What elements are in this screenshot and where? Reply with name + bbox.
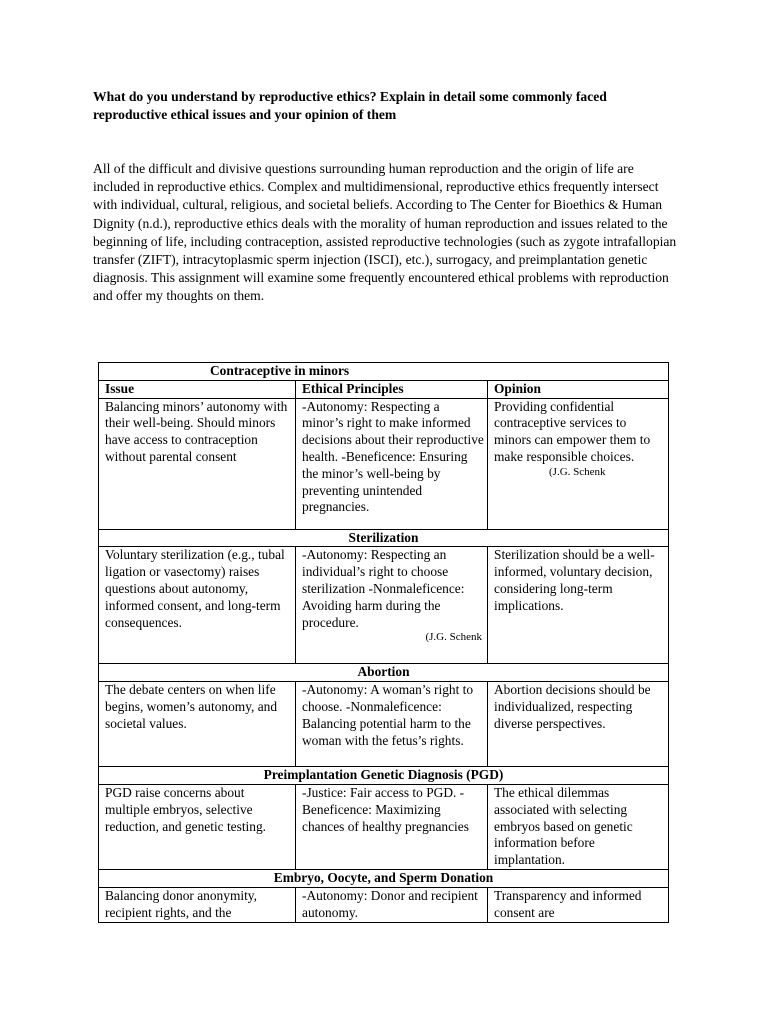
- section-header-row: [99, 767, 669, 785]
- section-header-row: [99, 869, 669, 887]
- table-row: [99, 682, 669, 767]
- section-title-pgd: Preimplantation Genetic Diagnosis (PGD): [99, 767, 669, 785]
- issue-text: Balancing donor anonymity, recipient rights, and the: [105, 887, 257, 920]
- principles-cell: [296, 887, 488, 922]
- opinion-cell: The ethical dilemmas associated with selecting embryos based on genetic information before implantation.: [488, 784, 669, 869]
- issue-cell: PGD raise concerns about multiple embryos, selective reduction, and genetic testing.: [99, 784, 296, 869]
- column-header-issue: Issue: [99, 380, 296, 398]
- section-title-donation: Embryo, Oocyte, and Sperm Donation: [99, 869, 669, 887]
- opinion-cell: [488, 398, 669, 529]
- opinion-text: Transparency and informed consent are: [494, 887, 642, 920]
- principles-cell: -Autonomy: A woman’s right to choose. -Nonmaleficence: Balancing potential harm to the woman with the fetus’s rights.: [296, 682, 488, 767]
- issue-cell: The debate centers on when life begins, women’s autonomy, and societal values.: [99, 682, 296, 767]
- column-header-opinion: Opinion: [488, 380, 669, 398]
- table-row: [99, 784, 669, 869]
- section-header-row: [99, 363, 669, 381]
- principles-cell: [296, 547, 488, 664]
- ethics-table: [98, 362, 669, 923]
- principles-cell: -Justice: Fair access to PGD. -Beneficence: Maximizing chances of healthy pregnancies: [296, 784, 488, 869]
- opinion-text: Providing confidential contraceptive services to minors can empower them to make responsible choices.: [494, 398, 651, 464]
- section-title-contraceptive: Contraceptive in minors: [99, 363, 669, 381]
- section-header-row: [99, 529, 669, 547]
- principles-text: -Autonomy: Donor and recipient autonomy.: [302, 887, 478, 920]
- section-title-abortion: Abortion: [99, 664, 669, 682]
- opinion-cell: Sterilization should be a well-informed, voluntary decision, considering long-term implications.: [488, 547, 669, 664]
- issue-cell: Balancing minors’ autonomy with their well-being. Should minors have access to contraception without parental consent: [99, 398, 296, 529]
- principles-cell: -Autonomy: Respecting a minor’s right to make informed decisions about their reproductive health. -Beneficence: Ensuring the minor’s well-being by preventing unintended pregnancies.: [296, 398, 488, 529]
- opinion-cell: [488, 887, 669, 922]
- table-row: [99, 887, 669, 922]
- column-header-principles: Ethical Principles: [296, 380, 488, 398]
- citation: (J.G. Schenk: [549, 465, 606, 478]
- opinion-cell: Abortion decisions should be individualized, respecting diverse perspectives.: [488, 682, 669, 767]
- citation: (J.G. Schenk: [425, 631, 482, 644]
- section-header-row: [99, 664, 669, 682]
- section-title-sterilization: Sterilization: [99, 529, 669, 547]
- issue-cell: Voluntary sterilization (e.g., tubal ligation or vasectomy) raises questions about autonomy, informed consent, and long-term consequences.: [99, 547, 296, 664]
- question-heading: What do you understand by reproductive ethics? Explain in detail some commonly faced reproductive ethical issues and your opinion of them: [93, 89, 607, 122]
- issue-cell: [99, 887, 296, 922]
- table-row: [99, 547, 669, 664]
- table-row: [99, 398, 669, 529]
- intro-paragraph: All of the difficult and divisive questions surrounding human reproduction and the origin of life are included in reproductive ethics. Complex and multidimensional, reproductive ethics frequently intersect with individual, cultural, religious, and societal beliefs. According to The Center for Bioethics & Human Dignity (n.d.), reproductive ethics deals with the morality of human reproduction and issues related to the beginning of life, including contraception, assisted reproductive technologies (such as zygote intrafallopian transfer (ZIFT), intracytoplasmic sperm injection (ISCI), etc.), surrogacy, and preimplantation genetic diagnosis. This assignment will examine some frequently encountered ethical problems with reproduction and offer my thoughts on them.: [93, 161, 677, 304]
- column-header-row: [99, 380, 669, 398]
- principles-text: -Autonomy: Respecting an individual’s right to choose sterilization -Nonmaleficence: Avoiding harm during the procedure.: [302, 547, 465, 630]
